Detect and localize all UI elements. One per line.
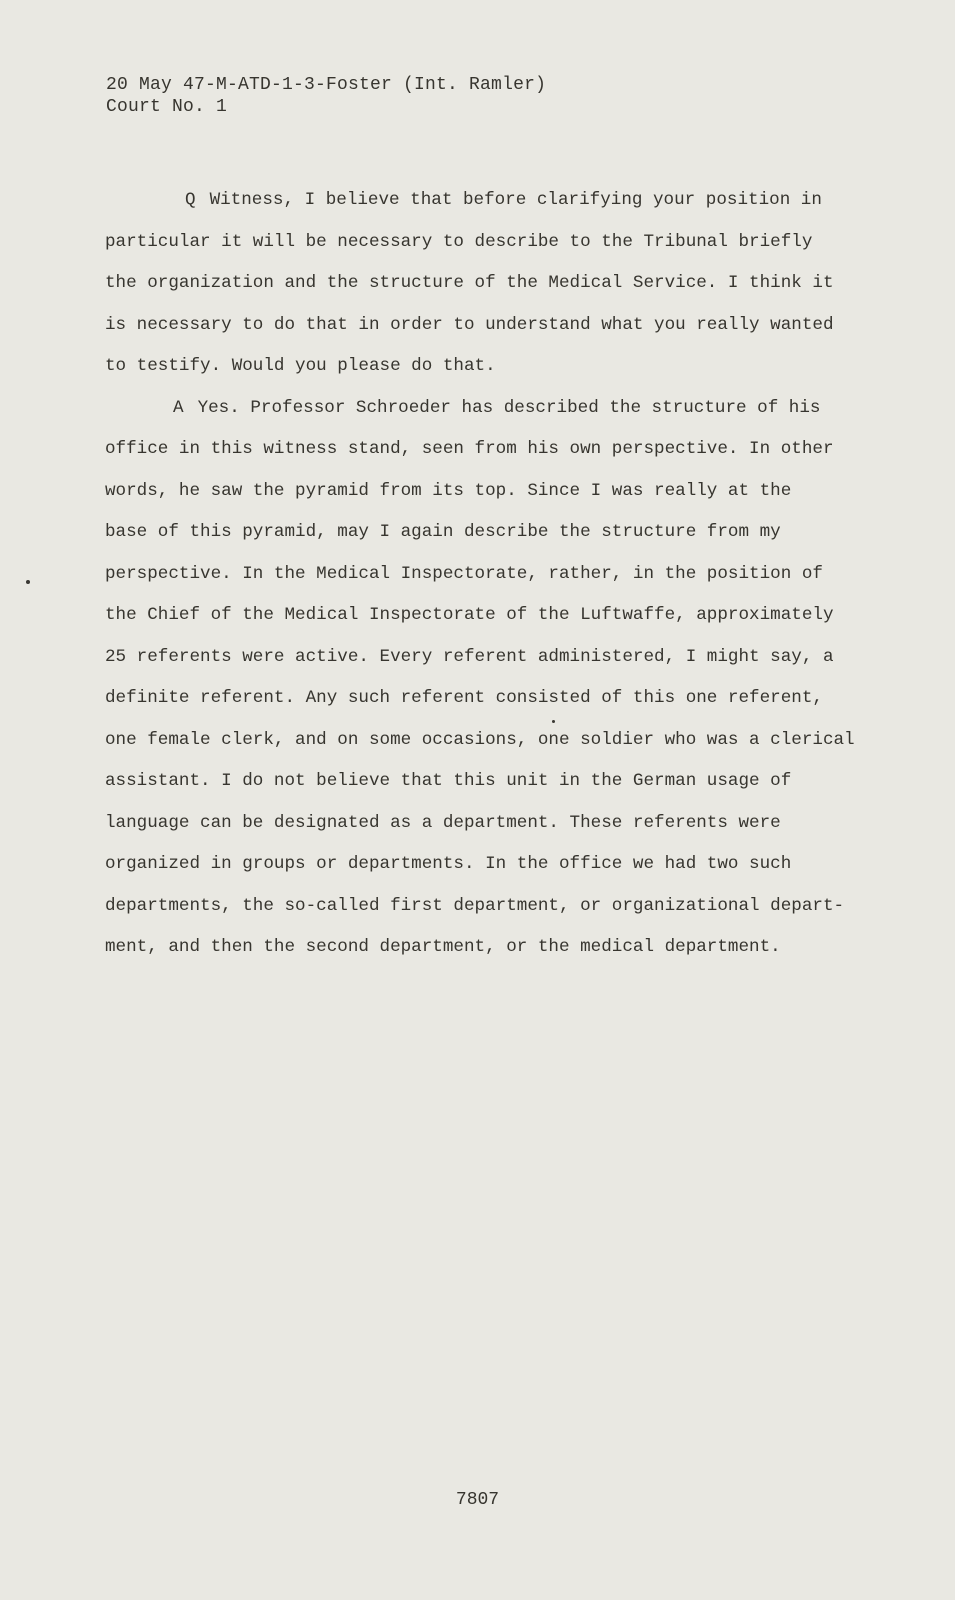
- answer-line: definite referent. Any such referent consisted of this one referent,: [105, 688, 823, 708]
- answer-line: base of this pyramid, may I again describe the structure from my: [105, 522, 781, 542]
- answer-line: one female clerk, and on some occasions, one soldier who was a clerical: [105, 729, 855, 750]
- case-reference: 20 May 47-M-ATD-1-3-Foster (Int. Ramler): [106, 75, 547, 95]
- transcript-body: [105, 180, 855, 969]
- question-text-line: Witness, I believe that before clarifying your position in: [209, 190, 822, 210]
- question-line: to testify. Would you please do that.: [105, 356, 496, 376]
- answer-line: assistant. I do not believe that this unit in the German usage of: [105, 771, 792, 791]
- answer-line: office in this witness stand, seen from his own perspective. In other: [105, 439, 834, 459]
- answer-line: ment, and then the second department, or the medical department.: [105, 937, 781, 957]
- answer-line: organized in groups or departments. In the office we had two such: [105, 854, 792, 874]
- page-number: 7807: [455, 1490, 500, 1510]
- answer-line: the Chief of the Medical Inspectorate of the Luftwaffe, approximately: [105, 605, 834, 625]
- paper-speck: [26, 580, 30, 584]
- question-line: particular it will be necessary to describe to the Tribunal briefly: [105, 231, 813, 252]
- answer-marker: A: [173, 397, 184, 418]
- answer-line: 25 referents were active. Every referent administered, I might say, a: [105, 646, 834, 667]
- answer-line: [105, 388, 820, 430]
- court-number: Court No. 1: [106, 97, 228, 117]
- answer-line: language can be designated as a department. These referents were: [105, 812, 781, 833]
- question-line: is necessary to do that in order to understand what you really wanted: [105, 314, 834, 335]
- answer-line: perspective. In the Medical Inspectorate, rather, in the position of: [105, 563, 823, 584]
- answer-text-line: Yes. Professor Schroeder has described the structure of his: [197, 397, 821, 418]
- question-line: the organization and the structure of the Medical Service. I think it: [105, 273, 834, 293]
- answer-line: words, he saw the pyramid from its top. Since I was really at the: [105, 480, 792, 501]
- answer-line: departments, the so-called first department, or organizational depart-: [105, 895, 845, 916]
- document-header: [106, 74, 546, 118]
- question-line: [105, 180, 820, 222]
- paper-speck: [552, 720, 555, 723]
- question-marker: Q: [185, 190, 196, 210]
